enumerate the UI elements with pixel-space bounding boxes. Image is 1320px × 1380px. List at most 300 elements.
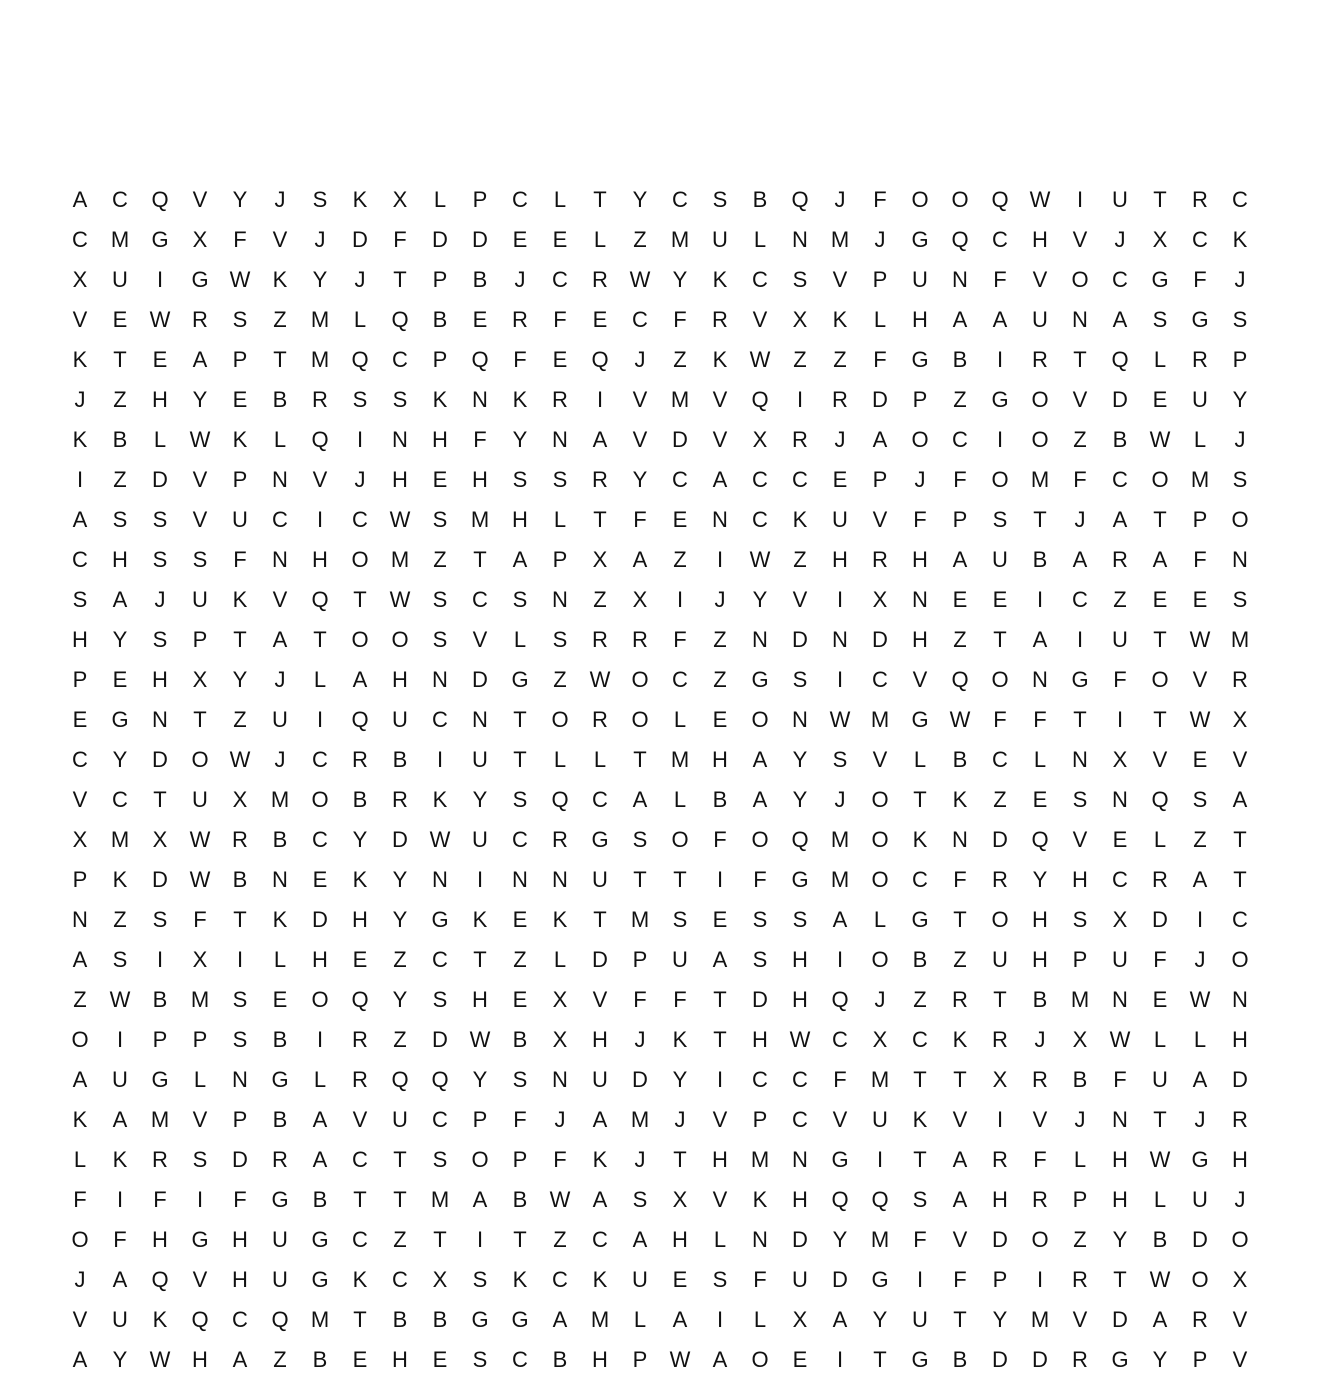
letter-cell[interactable]: C: [872, 667, 888, 692]
letter-cell[interactable]: U: [872, 1107, 888, 1132]
letter-cell[interactable]: S: [432, 627, 448, 652]
letter-cell[interactable]: I: [876, 1147, 884, 1172]
letter-cell[interactable]: G: [511, 1307, 529, 1332]
letter-cell[interactable]: S: [1072, 787, 1088, 812]
letter-cell[interactable]: H: [592, 1027, 608, 1052]
letter-cell[interactable]: R: [392, 787, 408, 812]
letter-cell[interactable]: A: [872, 427, 888, 452]
letter-cell[interactable]: P: [152, 1027, 168, 1052]
letter-cell[interactable]: R: [872, 547, 888, 572]
letter-cell[interactable]: T: [1233, 827, 1247, 852]
letter-cell[interactable]: W: [149, 307, 171, 332]
letter-cell[interactable]: Z: [793, 347, 807, 372]
letter-cell[interactable]: R: [1072, 1347, 1088, 1372]
letter-cell[interactable]: I: [996, 1107, 1004, 1132]
letter-cell[interactable]: Z: [273, 1347, 287, 1372]
letter-cell[interactable]: O: [631, 707, 649, 732]
letter-cell[interactable]: F: [673, 987, 687, 1012]
letter-cell[interactable]: Q: [791, 827, 809, 852]
letter-cell[interactable]: P: [192, 627, 208, 652]
letter-cell[interactable]: F: [953, 1267, 967, 1292]
letter-cell[interactable]: E: [1192, 587, 1208, 612]
letter-cell[interactable]: T: [513, 707, 527, 732]
letter-cell[interactable]: S: [672, 907, 688, 932]
letter-cell[interactable]: R: [552, 387, 568, 412]
letter-cell[interactable]: S: [512, 1067, 528, 1092]
letter-cell[interactable]: Z: [993, 787, 1007, 812]
letter-cell[interactable]: O: [751, 707, 769, 732]
letter-cell[interactable]: Z: [113, 387, 127, 412]
letter-cell[interactable]: C: [232, 1307, 248, 1332]
letter-cell[interactable]: G: [151, 1067, 169, 1092]
letter-cell[interactable]: W: [149, 1347, 171, 1372]
letter-cell[interactable]: P: [72, 867, 88, 892]
letter-cell[interactable]: N: [72, 907, 88, 932]
letter-cell[interactable]: U: [192, 787, 208, 812]
letter-cell[interactable]: A: [232, 1347, 248, 1372]
letter-cell[interactable]: Y: [312, 267, 328, 292]
letter-cell[interactable]: C: [512, 1347, 528, 1372]
letter-cell[interactable]: Q: [831, 1187, 849, 1212]
letter-cell[interactable]: E: [432, 467, 448, 492]
letter-cell[interactable]: R: [1032, 1067, 1048, 1092]
letter-cell[interactable]: N: [832, 627, 848, 652]
letter-cell[interactable]: I: [116, 1027, 124, 1052]
letter-cell[interactable]: C: [112, 787, 128, 812]
letter-cell[interactable]: E: [112, 307, 128, 332]
letter-cell[interactable]: I: [836, 1347, 844, 1372]
letter-cell[interactable]: Y: [792, 787, 808, 812]
letter-cell[interactable]: B: [392, 747, 408, 772]
letter-cell[interactable]: U: [1152, 1067, 1168, 1092]
letter-cell[interactable]: R: [1232, 1107, 1248, 1132]
letter-cell[interactable]: S: [792, 667, 808, 692]
letter-cell[interactable]: U: [1112, 627, 1128, 652]
letter-cell[interactable]: I: [716, 547, 724, 572]
letter-cell[interactable]: F: [553, 1147, 567, 1172]
letter-cell[interactable]: V: [952, 1107, 968, 1132]
letter-cell[interactable]: L: [1193, 427, 1207, 452]
letter-cell[interactable]: Y: [392, 867, 408, 892]
letter-cell[interactable]: O: [311, 987, 329, 1012]
letter-cell[interactable]: U: [672, 947, 688, 972]
letter-cell[interactable]: A: [72, 1347, 88, 1372]
letter-cell[interactable]: F: [993, 707, 1007, 732]
letter-cell[interactable]: Y: [1112, 1227, 1128, 1252]
letter-cell[interactable]: D: [832, 1267, 848, 1292]
letter-cell[interactable]: P: [1232, 347, 1248, 372]
letter-cell[interactable]: M: [830, 867, 850, 892]
letter-cell[interactable]: O: [871, 827, 889, 852]
letter-cell[interactable]: J: [274, 187, 286, 212]
letter-cell[interactable]: E: [72, 707, 88, 732]
letter-cell[interactable]: D: [632, 1067, 648, 1092]
letter-cell[interactable]: S: [232, 987, 248, 1012]
letter-cell[interactable]: D: [752, 987, 768, 1012]
letter-cell[interactable]: K: [272, 907, 288, 932]
letter-cell[interactable]: B: [312, 1347, 328, 1372]
letter-cell[interactable]: C: [72, 547, 88, 572]
letter-cell[interactable]: B: [952, 747, 968, 772]
letter-cell[interactable]: C: [592, 787, 608, 812]
letter-cell[interactable]: Q: [871, 1187, 889, 1212]
letter-cell[interactable]: C: [1072, 587, 1088, 612]
letter-cell[interactable]: X: [192, 667, 208, 692]
letter-cell[interactable]: K: [432, 387, 448, 412]
letter-cell[interactable]: X: [192, 227, 208, 252]
letter-cell[interactable]: G: [831, 1147, 849, 1172]
letter-cell[interactable]: E: [1192, 747, 1208, 772]
letter-cell[interactable]: V: [272, 587, 288, 612]
letter-cell[interactable]: Q: [791, 187, 809, 212]
letter-cell[interactable]: N: [472, 387, 488, 412]
letter-cell[interactable]: I: [476, 1227, 484, 1252]
letter-cell[interactable]: X: [1232, 1267, 1248, 1292]
letter-cell[interactable]: W: [789, 1027, 811, 1052]
letter-cell[interactable]: U: [592, 1067, 608, 1092]
letter-cell[interactable]: I: [796, 387, 804, 412]
letter-cell[interactable]: Z: [913, 987, 927, 1012]
letter-cell[interactable]: H: [792, 987, 808, 1012]
letter-cell[interactable]: S: [792, 907, 808, 932]
letter-cell[interactable]: J: [1114, 227, 1126, 252]
letter-cell[interactable]: P: [472, 187, 488, 212]
letter-cell[interactable]: V: [872, 747, 888, 772]
letter-cell[interactable]: I: [716, 1307, 724, 1332]
letter-cell[interactable]: U: [992, 547, 1008, 572]
letter-cell[interactable]: E: [112, 667, 128, 692]
letter-cell[interactable]: K: [112, 867, 128, 892]
letter-cell[interactable]: M: [150, 1107, 170, 1132]
letter-cell[interactable]: A: [112, 587, 128, 612]
letter-cell[interactable]: O: [991, 467, 1009, 492]
letter-cell[interactable]: X: [232, 787, 248, 812]
letter-cell[interactable]: H: [112, 547, 128, 572]
letter-cell[interactable]: S: [1192, 787, 1208, 812]
letter-cell[interactable]: D: [352, 227, 368, 252]
letter-cell[interactable]: U: [912, 1307, 928, 1332]
letter-cell[interactable]: L: [873, 307, 887, 332]
letter-cell[interactable]: V: [472, 627, 488, 652]
letter-cell[interactable]: W: [1109, 1027, 1131, 1052]
letter-cell[interactable]: U: [392, 1107, 408, 1132]
letter-cell[interactable]: O: [1031, 387, 1049, 412]
letter-cell[interactable]: T: [513, 747, 527, 772]
letter-cell[interactable]: D: [152, 867, 168, 892]
letter-cell[interactable]: G: [1111, 1347, 1129, 1372]
letter-cell[interactable]: K: [272, 267, 288, 292]
letter-cell[interactable]: X: [792, 1307, 808, 1332]
letter-cell[interactable]: Z: [433, 547, 447, 572]
letter-cell[interactable]: K: [432, 787, 448, 812]
letter-cell[interactable]: X: [632, 587, 648, 612]
letter-cell[interactable]: Q: [831, 987, 849, 1012]
letter-cell[interactable]: W: [549, 1187, 571, 1212]
letter-cell[interactable]: C: [792, 1067, 808, 1092]
letter-cell[interactable]: P: [992, 1267, 1008, 1292]
letter-cell[interactable]: X: [872, 1027, 888, 1052]
letter-cell[interactable]: L: [1073, 1147, 1087, 1172]
letter-cell[interactable]: K: [112, 1147, 128, 1172]
letter-cell[interactable]: C: [952, 427, 968, 452]
letter-cell[interactable]: S: [152, 907, 168, 932]
letter-cell[interactable]: O: [1071, 267, 1089, 292]
letter-cell[interactable]: O: [351, 627, 369, 652]
letter-cell[interactable]: V: [192, 467, 208, 492]
letter-cell[interactable]: K: [792, 507, 808, 532]
letter-cell[interactable]: V: [1232, 1347, 1248, 1372]
letter-cell[interactable]: Y: [112, 747, 128, 772]
letter-cell[interactable]: N: [1032, 667, 1048, 692]
letter-cell[interactable]: V: [752, 307, 768, 332]
letter-cell[interactable]: N: [952, 267, 968, 292]
letter-cell[interactable]: C: [72, 227, 88, 252]
letter-cell[interactable]: R: [1152, 867, 1168, 892]
letter-cell[interactable]: K: [232, 427, 248, 452]
letter-cell[interactable]: L: [553, 187, 567, 212]
letter-cell[interactable]: X: [552, 1027, 568, 1052]
letter-cell[interactable]: H: [992, 1187, 1008, 1212]
letter-cell[interactable]: K: [592, 1147, 608, 1172]
letter-cell[interactable]: I: [116, 1187, 124, 1212]
letter-cell[interactable]: S: [192, 1147, 208, 1172]
letter-cell[interactable]: A: [1192, 1067, 1208, 1092]
letter-cell[interactable]: H: [1072, 867, 1088, 892]
letter-cell[interactable]: G: [911, 907, 929, 932]
letter-cell[interactable]: R: [992, 867, 1008, 892]
letter-cell[interactable]: H: [312, 947, 328, 972]
letter-cell[interactable]: U: [232, 507, 248, 532]
letter-cell[interactable]: Y: [472, 1067, 488, 1092]
letter-cell[interactable]: M: [870, 707, 890, 732]
letter-cell[interactable]: N: [1112, 787, 1128, 812]
letter-cell[interactable]: C: [832, 1027, 848, 1052]
letter-cell[interactable]: P: [432, 347, 448, 372]
letter-cell[interactable]: G: [191, 267, 209, 292]
letter-cell[interactable]: H: [712, 1147, 728, 1172]
letter-cell[interactable]: W: [189, 427, 211, 452]
letter-cell[interactable]: P: [632, 1347, 648, 1372]
letter-cell[interactable]: A: [472, 1187, 488, 1212]
letter-cell[interactable]: C: [392, 347, 408, 372]
letter-cell[interactable]: I: [156, 267, 164, 292]
letter-cell[interactable]: S: [152, 627, 168, 652]
letter-cell[interactable]: S: [152, 547, 168, 572]
letter-cell[interactable]: B: [152, 987, 168, 1012]
letter-cell[interactable]: Y: [672, 1067, 688, 1092]
letter-cell[interactable]: V: [792, 587, 808, 612]
letter-cell[interactable]: A: [952, 1147, 968, 1172]
letter-cell[interactable]: O: [311, 787, 329, 812]
letter-cell[interactable]: T: [473, 947, 487, 972]
letter-cell[interactable]: F: [1033, 1147, 1047, 1172]
letter-cell[interactable]: C: [1112, 467, 1128, 492]
letter-cell[interactable]: D: [1192, 1227, 1208, 1252]
letter-cell[interactable]: M: [1230, 627, 1250, 652]
letter-cell[interactable]: Z: [953, 627, 967, 652]
letter-cell[interactable]: E: [512, 227, 528, 252]
letter-cell[interactable]: G: [911, 347, 929, 372]
letter-cell[interactable]: R: [192, 307, 208, 332]
letter-cell[interactable]: E: [712, 907, 728, 932]
letter-cell[interactable]: G: [871, 1267, 889, 1292]
letter-cell[interactable]: T: [233, 907, 247, 932]
letter-cell[interactable]: T: [913, 1067, 927, 1092]
letter-cell[interactable]: L: [273, 427, 287, 452]
letter-cell[interactable]: U: [272, 707, 288, 732]
letter-cell[interactable]: L: [873, 907, 887, 932]
letter-cell[interactable]: T: [913, 1147, 927, 1172]
letter-cell[interactable]: F: [1113, 667, 1127, 692]
letter-cell[interactable]: O: [351, 547, 369, 572]
letter-cell[interactable]: Y: [352, 827, 368, 852]
letter-cell[interactable]: Y: [232, 187, 248, 212]
letter-cell[interactable]: H: [1112, 1187, 1128, 1212]
letter-cell[interactable]: I: [1036, 1267, 1044, 1292]
letter-cell[interactable]: T: [473, 547, 487, 572]
letter-cell[interactable]: K: [512, 1267, 528, 1292]
letter-cell[interactable]: S: [1232, 307, 1248, 332]
letter-cell[interactable]: K: [72, 427, 88, 452]
letter-cell[interactable]: F: [153, 1187, 167, 1212]
letter-cell[interactable]: D: [592, 947, 608, 972]
letter-cell[interactable]: R: [312, 387, 328, 412]
letter-cell[interactable]: B: [1152, 1227, 1168, 1252]
letter-cell[interactable]: D: [232, 1147, 248, 1172]
letter-cell[interactable]: H: [392, 667, 408, 692]
letter-cell[interactable]: G: [111, 707, 129, 732]
letter-cell[interactable]: T: [673, 1147, 687, 1172]
letter-cell[interactable]: C: [752, 1067, 768, 1092]
letter-cell[interactable]: O: [1231, 507, 1249, 532]
letter-cell[interactable]: O: [1031, 1227, 1049, 1252]
letter-cell[interactable]: C: [432, 1107, 448, 1132]
letter-cell[interactable]: M: [1030, 1307, 1050, 1332]
letter-cell[interactable]: F: [513, 1107, 527, 1132]
letter-cell[interactable]: U: [592, 867, 608, 892]
letter-cell[interactable]: G: [991, 387, 1009, 412]
letter-cell[interactable]: Y: [112, 1347, 128, 1372]
letter-cell[interactable]: C: [992, 747, 1008, 772]
letter-cell[interactable]: Y: [672, 267, 688, 292]
letter-cell[interactable]: E: [352, 947, 368, 972]
letter-cell[interactable]: M: [110, 827, 130, 852]
letter-cell[interactable]: J: [834, 787, 846, 812]
letter-cell[interactable]: R: [1192, 347, 1208, 372]
letter-cell[interactable]: H: [192, 1347, 208, 1372]
letter-cell[interactable]: J: [154, 587, 166, 612]
letter-cell[interactable]: V: [712, 387, 728, 412]
letter-cell[interactable]: O: [71, 1227, 89, 1252]
letter-cell[interactable]: C: [1112, 267, 1128, 292]
letter-cell[interactable]: P: [192, 1027, 208, 1052]
letter-cell[interactable]: Y: [792, 747, 808, 772]
letter-cell[interactable]: C: [912, 1027, 928, 1052]
letter-cell[interactable]: X: [992, 1067, 1008, 1092]
letter-cell[interactable]: T: [873, 1347, 887, 1372]
letter-cell[interactable]: D: [992, 827, 1008, 852]
letter-cell[interactable]: B: [392, 1307, 408, 1332]
letter-cell[interactable]: M: [190, 987, 210, 1012]
letter-cell[interactable]: A: [72, 187, 88, 212]
letter-cell[interactable]: F: [673, 627, 687, 652]
letter-cell[interactable]: U: [392, 707, 408, 732]
letter-cell[interactable]: G: [1191, 1147, 1209, 1172]
letter-cell[interactable]: L: [713, 1227, 727, 1252]
letter-cell[interactable]: L: [553, 507, 567, 532]
letter-cell[interactable]: K: [952, 1027, 968, 1052]
letter-cell[interactable]: Y: [632, 467, 648, 492]
letter-cell[interactable]: A: [672, 1307, 688, 1332]
letter-cell[interactable]: L: [1193, 1027, 1207, 1052]
letter-cell[interactable]: F: [873, 347, 887, 372]
letter-cell[interactable]: A: [712, 1347, 728, 1372]
letter-cell[interactable]: B: [1032, 547, 1048, 572]
letter-cell[interactable]: N: [1232, 547, 1248, 572]
letter-cell[interactable]: T: [953, 1307, 967, 1332]
letter-cell[interactable]: F: [1153, 947, 1167, 972]
letter-cell[interactable]: E: [272, 987, 288, 1012]
letter-cell[interactable]: M: [1190, 467, 1210, 492]
letter-cell[interactable]: E: [672, 1267, 688, 1292]
letter-cell[interactable]: R: [992, 1027, 1008, 1052]
letter-cell[interactable]: A: [712, 947, 728, 972]
letter-cell[interactable]: W: [189, 827, 211, 852]
letter-cell[interactable]: X: [552, 987, 568, 1012]
letter-cell[interactable]: X: [792, 307, 808, 332]
letter-cell[interactable]: U: [792, 1267, 808, 1292]
letter-cell[interactable]: Z: [113, 467, 127, 492]
letter-cell[interactable]: V: [832, 267, 848, 292]
letter-cell[interactable]: D: [392, 827, 408, 852]
letter-cell[interactable]: C: [752, 507, 768, 532]
letter-cell[interactable]: X: [1232, 707, 1248, 732]
letter-cell[interactable]: Z: [713, 627, 727, 652]
letter-cell[interactable]: O: [551, 707, 569, 732]
letter-cell[interactable]: K: [1232, 227, 1248, 252]
letter-cell[interactable]: Q: [1151, 787, 1169, 812]
letter-cell[interactable]: Q: [151, 1267, 169, 1292]
letter-cell[interactable]: C: [512, 187, 528, 212]
letter-cell[interactable]: S: [392, 387, 408, 412]
letter-cell[interactable]: D: [872, 387, 888, 412]
letter-cell[interactable]: C: [672, 467, 688, 492]
letter-cell[interactable]: M: [750, 1147, 770, 1172]
letter-cell[interactable]: Z: [393, 1227, 407, 1252]
letter-cell[interactable]: I: [996, 347, 1004, 372]
letter-cell[interactable]: X: [192, 947, 208, 972]
letter-cell[interactable]: U: [112, 267, 128, 292]
letter-cell[interactable]: A: [632, 787, 648, 812]
letter-cell[interactable]: F: [193, 907, 207, 932]
letter-cell[interactable]: C: [312, 747, 328, 772]
letter-cell[interactable]: T: [593, 907, 607, 932]
letter-cell[interactable]: V: [192, 1267, 208, 1292]
letter-cell[interactable]: K: [712, 267, 728, 292]
letter-cell[interactable]: L: [553, 747, 567, 772]
letter-cell[interactable]: W: [1189, 707, 1211, 732]
letter-cell[interactable]: D: [472, 227, 488, 252]
letter-cell[interactable]: O: [991, 667, 1009, 692]
letter-cell[interactable]: R: [1192, 187, 1208, 212]
letter-cell[interactable]: W: [1149, 427, 1171, 452]
letter-cell[interactable]: T: [713, 987, 727, 1012]
letter-cell[interactable]: W: [1189, 627, 1211, 652]
letter-cell[interactable]: I: [76, 467, 84, 492]
letter-cell[interactable]: E: [1152, 987, 1168, 1012]
letter-cell[interactable]: V: [872, 507, 888, 532]
letter-cell[interactable]: Y: [1232, 387, 1248, 412]
